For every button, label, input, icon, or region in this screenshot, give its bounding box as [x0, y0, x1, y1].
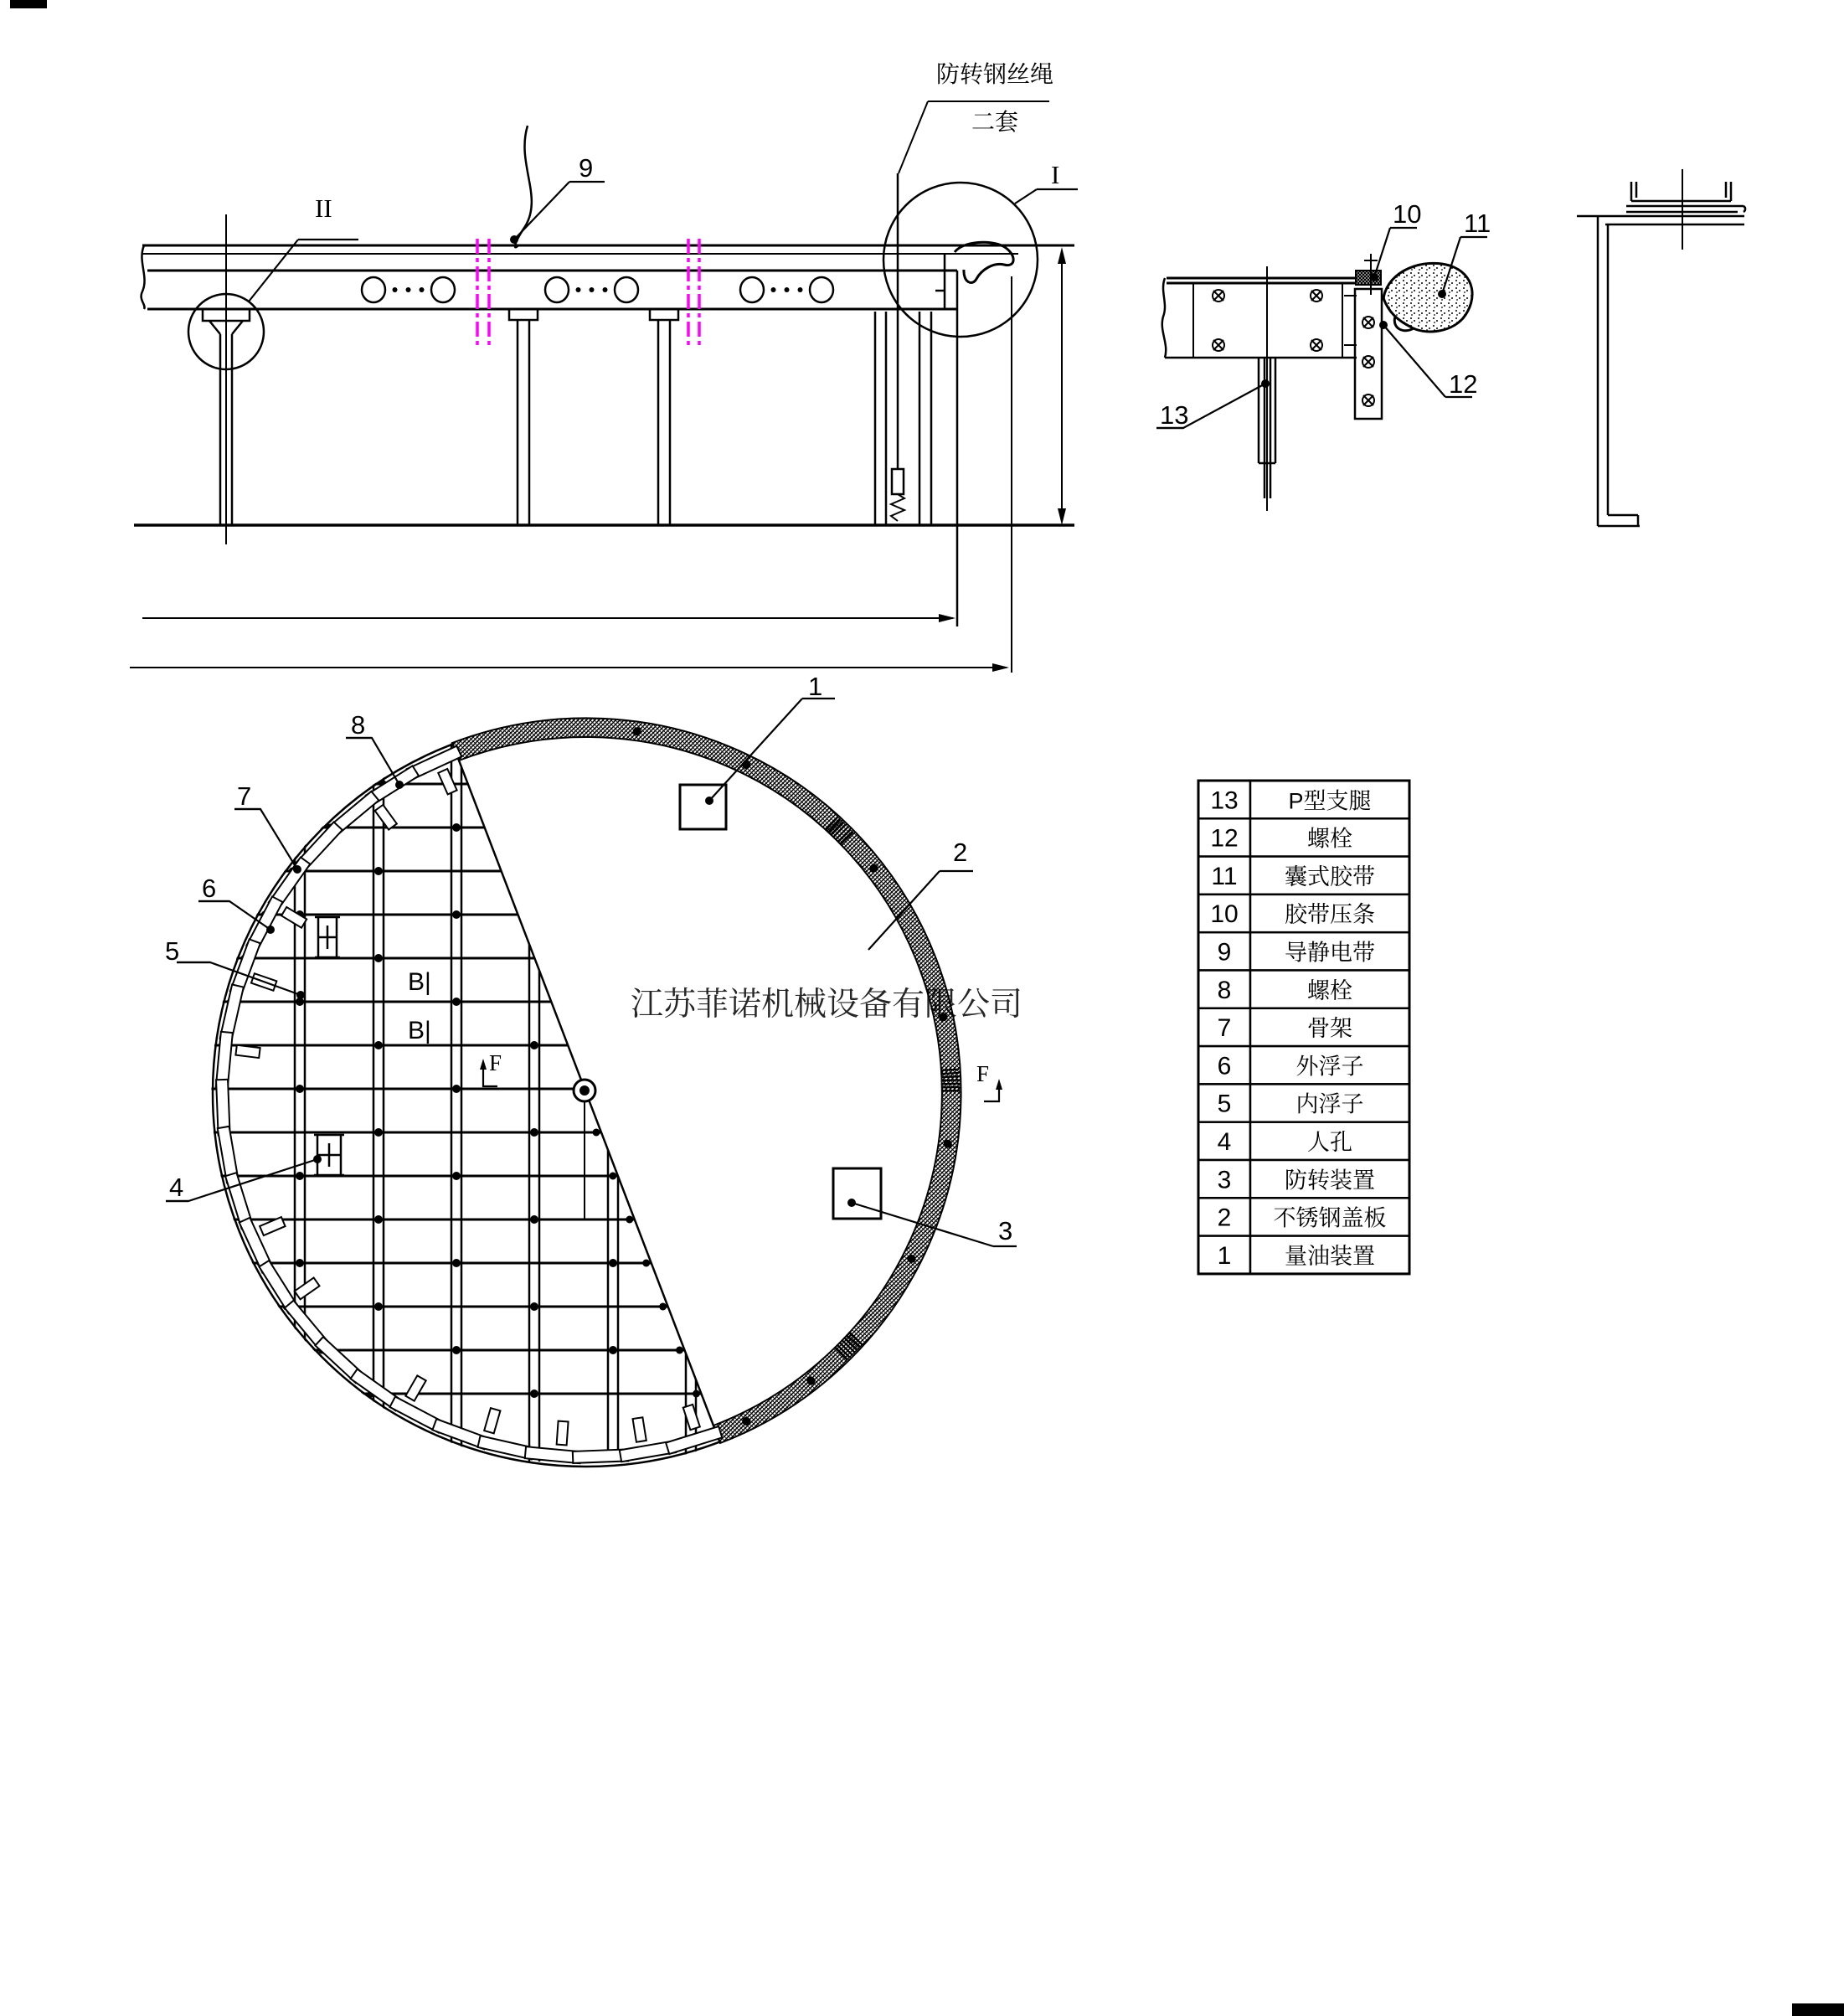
part-no: 6 [1217, 1052, 1232, 1080]
float-ellipse [545, 277, 569, 302]
bolt-icon [1362, 356, 1374, 368]
plan-generated [216, 727, 1002, 1463]
rim-tab [557, 1421, 569, 1446]
rivet-dot [676, 1347, 683, 1354]
balloon-text-10: 10 [1393, 199, 1422, 229]
rivet-dot [452, 823, 461, 832]
cover-curl-edge [955, 242, 1013, 282]
bolt-icon [1311, 339, 1322, 351]
float-row-group [362, 277, 455, 302]
balloon-leader [346, 738, 399, 785]
rivet-dot [374, 867, 383, 875]
corner-mark-bottom-right [1792, 2003, 1844, 2016]
rivet-dot [296, 1085, 304, 1093]
part-no: 4 [1217, 1128, 1232, 1156]
table-row [1198, 895, 1409, 932]
skeleton-grid [201, 729, 774, 1462]
balloon-text-2: 2 [953, 838, 968, 867]
anti-rotation-wire-rope [891, 173, 904, 521]
rim-tab [484, 1408, 500, 1433]
center-mark-inner [579, 1085, 590, 1096]
part-no: 1 [1217, 1241, 1232, 1270]
rivet-dot [374, 1128, 383, 1137]
band-tick [941, 1084, 960, 1085]
ellipsis-dot [420, 287, 425, 292]
part-name: 量油装置 [1285, 1243, 1375, 1269]
table-row [1198, 1236, 1409, 1274]
balloon-text-5: 5 [165, 936, 180, 966]
balloon-leader-dot [847, 1199, 856, 1207]
part-no: 2 [1217, 1204, 1232, 1232]
ellipsis-dot [406, 287, 411, 292]
part-no: 9 [1217, 938, 1232, 967]
bag-seal-11 [1383, 263, 1472, 332]
ellipsis-dot [576, 287, 581, 292]
part-name: 囊式胶带 [1285, 864, 1375, 889]
ellipsis-dot [393, 287, 398, 292]
bolt-icon [1213, 339, 1224, 351]
corner-mark-top-left [10, 0, 47, 8]
balloon-leader-dot [705, 797, 713, 805]
ellipsis-dot [771, 287, 776, 292]
balloon-text-12: 12 [1449, 369, 1478, 399]
rivet-dot [452, 1172, 461, 1180]
parts-table [1198, 781, 1409, 1274]
table-row [1198, 1046, 1409, 1084]
balloon-leader-dot [266, 926, 275, 934]
balloon-text-7: 7 [237, 781, 252, 811]
balloon-leader [1015, 189, 1037, 204]
part-name: 防转装置 [1285, 1168, 1375, 1194]
detail-deck-webs [1193, 266, 1342, 511]
section-mark-b: B| [408, 1017, 431, 1044]
rivet-dot [693, 1390, 700, 1398]
elevation-view [130, 126, 1074, 673]
balloon-leader-dot [395, 781, 404, 789]
clamp-bolt-centerline [1344, 254, 1378, 345]
table-row [1198, 932, 1409, 970]
balloon-text-3: 3 [998, 1216, 1013, 1245]
table-row [1198, 1198, 1409, 1235]
band-tick [940, 1073, 959, 1074]
left-break-edge [142, 245, 145, 309]
wire-rope-note-line2: 二套 [971, 109, 1019, 135]
balloon-text-13: 13 [1160, 400, 1189, 430]
rivet-dot [609, 1346, 617, 1354]
balloon-leader-dot [293, 865, 301, 874]
band-tick [941, 1076, 960, 1077]
ellipsis-dot [603, 287, 608, 292]
channel-web-and-foot [1598, 216, 1640, 526]
balloon-9 [510, 153, 605, 244]
section-mark-f [480, 1050, 502, 1086]
rivet-dot [374, 1302, 383, 1311]
anti-rotation-device-3 [833, 1168, 881, 1219]
section-mark-f-text: F [976, 1061, 990, 1086]
band-dot [806, 1377, 815, 1385]
ellipsis-dot [785, 287, 790, 292]
manhole-lines [315, 917, 340, 957]
rivet-dot [452, 910, 461, 919]
rivet-dot [296, 1259, 304, 1267]
rivet-dot [609, 1173, 616, 1180]
part-no: 5 [1217, 1090, 1232, 1118]
balloon-I [1015, 160, 1078, 204]
rivet-dot [530, 1128, 538, 1137]
float-ellipse [362, 277, 385, 302]
part-no: 3 [1217, 1166, 1232, 1194]
rim-tab [633, 1417, 646, 1442]
part-no: 8 [1217, 976, 1232, 1004]
band-dot [742, 761, 750, 769]
support-leg-3 [650, 309, 678, 525]
leg-top-cap [1626, 182, 1744, 212]
bolt-icon [1213, 290, 1224, 302]
rivet-dot [374, 954, 383, 962]
balloon-leader-dot [1379, 321, 1388, 329]
part-name: 骨架 [1307, 1016, 1352, 1042]
balloon-leader [514, 182, 569, 240]
bolt-icon [1362, 394, 1374, 406]
part-name: 外浮子 [1295, 1054, 1364, 1080]
rivet-dot [374, 1041, 383, 1049]
float-ellipse [431, 277, 455, 302]
table-row [1198, 857, 1409, 895]
band-dot [907, 1255, 915, 1263]
balloon-leader [1374, 228, 1390, 277]
balloon-text-11: 11 [1464, 209, 1491, 238]
band-dot [870, 864, 878, 873]
part-name: P型支腿 [1288, 788, 1372, 814]
oil-gauge-device-1 [680, 785, 726, 829]
part-name: 导静电带 [1285, 940, 1375, 966]
watermark-text: 江苏菲诺机械设备有限公司 [631, 987, 1023, 1023]
rim-tab [235, 1045, 260, 1058]
cap-rounded-end [1744, 206, 1745, 212]
rivet-dot [609, 1259, 617, 1267]
rivet-dot [530, 1302, 538, 1311]
float-ellipse [615, 277, 638, 302]
detail-view-leg-channel [1577, 169, 1745, 526]
float-ellipse [740, 277, 764, 302]
table-row [1198, 1084, 1409, 1121]
rim-tab [295, 1278, 320, 1300]
support-leg-1 [203, 214, 250, 544]
wire-rope-note [899, 61, 1053, 173]
ellipsis-dot [798, 287, 803, 292]
section-mark-f-text: F [489, 1050, 502, 1075]
rivet-dot [626, 1216, 633, 1224]
rivet-dot [530, 1041, 538, 1049]
band-dot [944, 1140, 952, 1148]
rivet-dot [452, 1085, 461, 1093]
part-name: 内浮子 [1295, 1091, 1364, 1117]
section-mark-f [976, 1061, 1002, 1101]
balloon-leader-dot [296, 991, 305, 999]
float-row-group [545, 277, 638, 302]
table-row [1198, 818, 1409, 856]
table-row [1198, 971, 1409, 1008]
band-dot [633, 727, 641, 735]
manhole-symbol [315, 917, 340, 957]
elevation-generated [362, 239, 833, 345]
part-name: 不锈钢盖板 [1273, 1205, 1387, 1231]
section-arrow-head [480, 1059, 487, 1070]
balloon-text-II: II [315, 193, 332, 223]
rim-tab [375, 805, 397, 830]
balloon-text-8: 8 [351, 710, 366, 740]
rivet-dot [659, 1303, 667, 1311]
balloon-text-6: 6 [202, 874, 217, 903]
balloon-leader-dot [510, 235, 518, 244]
part-name: 螺栓 [1307, 977, 1352, 1003]
part-name: 螺栓 [1307, 826, 1352, 852]
balloon-leader-dot [1438, 290, 1446, 298]
float-row-group [740, 277, 833, 302]
balloon-leader-dot [1370, 273, 1378, 281]
rivet-dot [530, 1390, 538, 1398]
rivet-dot [296, 1172, 304, 1180]
balloon-8 [346, 710, 404, 789]
manhole-lines [314, 1135, 344, 1175]
table-row [1198, 1122, 1409, 1160]
balloon-13 [1156, 379, 1270, 430]
support-leg-2 [509, 309, 538, 525]
float-ellipse [810, 277, 833, 302]
balloon-text-4: 4 [169, 1173, 184, 1202]
band-dot [742, 1417, 750, 1426]
ellipsis-dot [590, 287, 595, 292]
detail-left-break [1162, 278, 1166, 358]
detail-deck-top [1167, 278, 1358, 283]
balloon-text-I: I [1051, 160, 1060, 189]
balloon-text-1: 1 [808, 672, 823, 701]
part-no: 7 [1217, 1014, 1232, 1043]
balloon-7 [234, 781, 301, 874]
table-row [1198, 781, 1409, 818]
bolt-icon [1362, 317, 1374, 328]
balloon-text-9: 9 [579, 153, 594, 183]
manhole-symbol [314, 1135, 344, 1175]
part-no: 11 [1211, 862, 1238, 890]
rivet-dot [452, 1259, 461, 1267]
balloon-leader-dot [1261, 379, 1270, 388]
balloon-II [249, 193, 358, 302]
rivet-dot [642, 1260, 650, 1267]
part-no: 10 [1210, 900, 1239, 929]
wire-rope-note-line1: 防转钢丝绳 [936, 61, 1054, 87]
balloon-leader-dot [313, 1155, 322, 1163]
part-name: 胶带压条 [1285, 902, 1375, 928]
detail-view-rim-seal [1162, 254, 1472, 511]
dimension-lines [130, 247, 1066, 673]
part-no: 12 [1210, 824, 1239, 853]
rivet-dot [530, 1215, 538, 1224]
channel-top-flange [1577, 216, 1744, 224]
rim-tab [405, 1375, 425, 1400]
rivet-dot [452, 1346, 461, 1354]
balloon-leader [234, 809, 297, 869]
rivet-dot [592, 1129, 600, 1137]
rivet-dot [374, 1215, 383, 1224]
part-name: 人孔 [1307, 1130, 1352, 1155]
section-mark-b: B| [408, 968, 431, 996]
section-arrow-head [996, 1079, 1002, 1090]
table-row [1198, 1008, 1409, 1046]
bolt-icon [1311, 290, 1322, 302]
balloon-leader [1383, 325, 1445, 397]
rivet-dot [452, 998, 461, 1006]
rim-tab [438, 769, 456, 794]
table-row [1198, 1160, 1409, 1198]
part-no: 13 [1210, 786, 1239, 815]
